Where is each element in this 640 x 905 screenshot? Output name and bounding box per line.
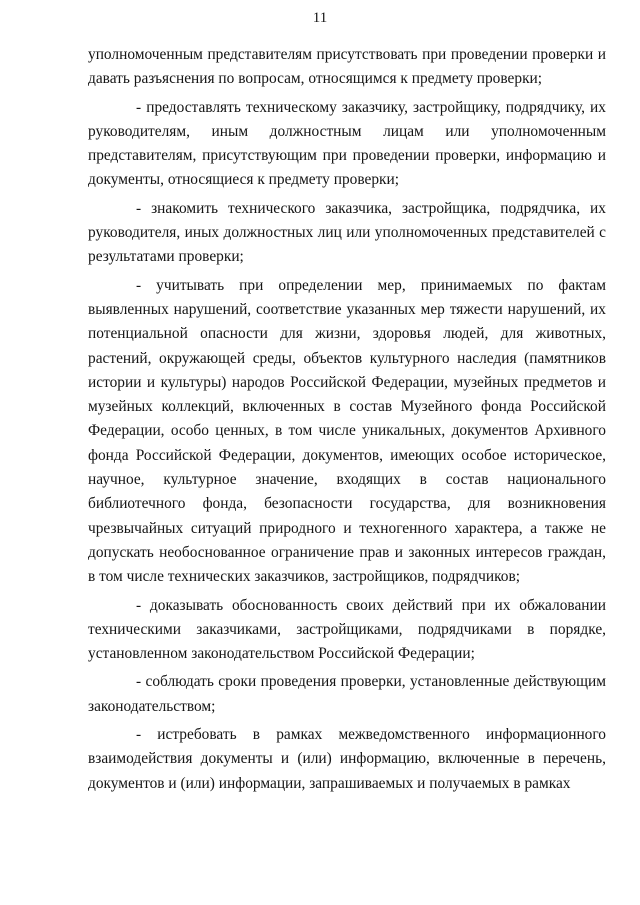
paragraph-prove-validity: - доказывать обоснованность своих действий при их обжаловании техническими заказчиками, застройщиками, подрядчиками в порядке, установленном законодательством Российской Федерации; xyxy=(88,596,606,663)
paragraph-request-documents: - истребовать в рамках межведомственного информационного взаимодействия документы и (или) информацию, включенные в перечень, документов и (или) информации, запрашиваемых и получаемых в рамках xyxy=(88,726,606,792)
page-number: 11 xyxy=(312,10,328,26)
paragraph-provide-information: - предоставлять техническому заказчику, застройщику, подрядчику, их руководителям, иным должностным лицам или уполномоченным представителям, присутствующим при проведении проверки, информацию и документы, относящиеся к предмету проверки; xyxy=(88,98,606,189)
document-body xyxy=(88,43,606,796)
paragraph-acquaint-results: - знакомить технического заказчика, застройщика, подрядчика, их руководителя, иных должностных лиц или уполномоченных представителей с результатами проверки; xyxy=(88,199,606,266)
paragraph-observe-deadlines: - соблюдать сроки проведения проверки, установленные действующим законодательством; xyxy=(88,673,606,715)
paragraph-continuation: уполномоченным представителям присутствовать при проведении проверки и давать разъяснения по вопросам, относящимся к предмету проверки; xyxy=(88,46,606,88)
paragraph-consider-measures: - учитывать при определении мер, принимаемых по фактам выявленных нарушений, соответствие указанных мер тяжести нарушений, их потенциальной опасности для жизни, здоровья людей, для животных, растений, окружающей среды, объектов культурного наследия (памятников истории и культуры) народов Российской Федерации, музейных предметов и музейных коллекций, включенных в состав Музейного фонда Российской Федерации, особо ценных, в том числе уникальных, документов Архивного фонда Российской Федерации, документов, имеющих особое историческое, научное, культурное значение, входящих в состав национального библиотечного фонда, безопасности государства, для возникновения чрезвычайных ситуаций природного и техногенного характера, а также не допускать необоснованное ограничение прав и законных интересов граждан, в том числе технических заказчиков, застройщиков, подрядчиков; xyxy=(88,276,606,586)
